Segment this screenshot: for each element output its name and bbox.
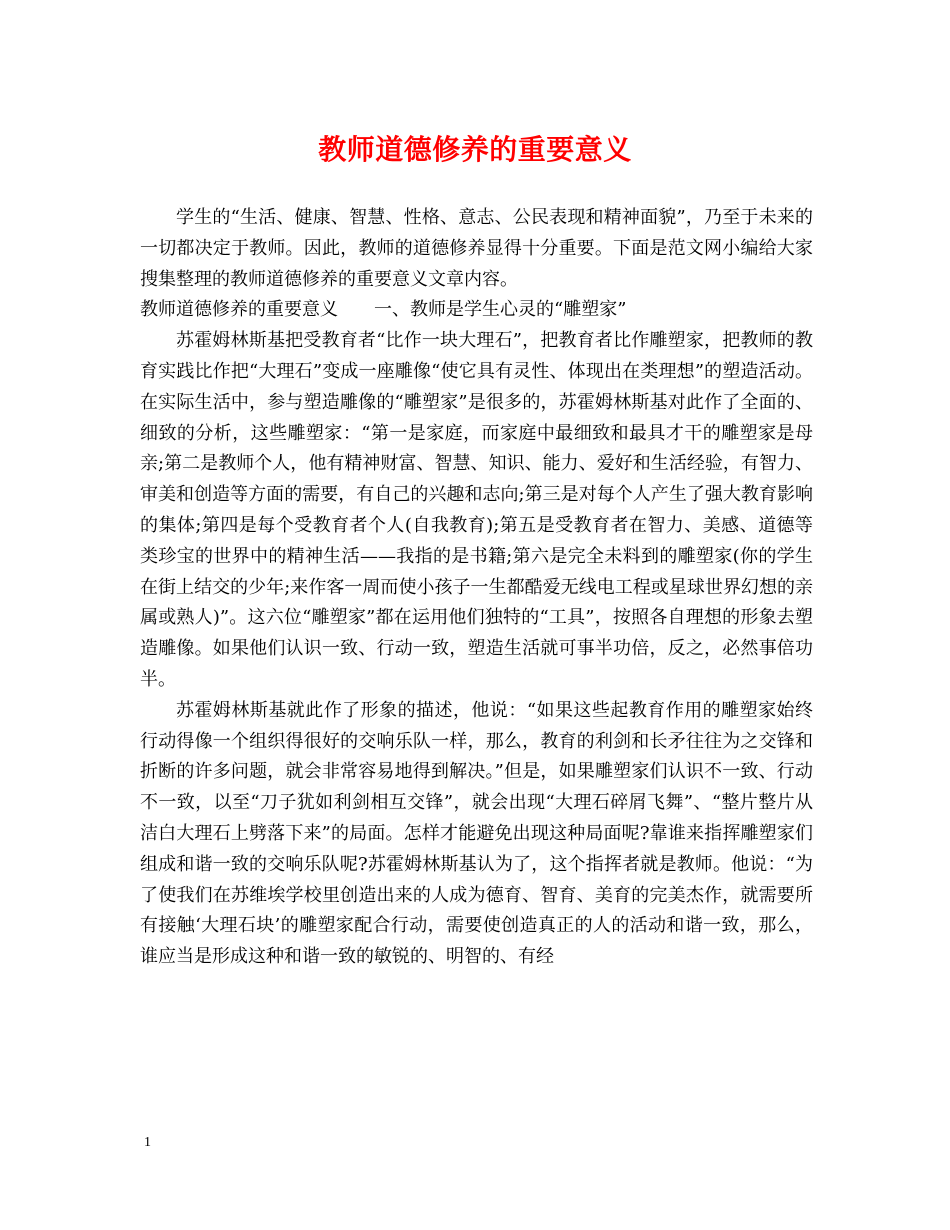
page-number: 1 (144, 1135, 151, 1150)
section-heading-right: 一、教师是学生心灵的“雕塑家” (374, 299, 627, 321)
body-paragraph-1: 苏霍姆林斯基把受教育者“比作一块大理石”，把教育者比作雕塑家，把教师的教育实践比作把“大理石”变成一座雕像“使它具有灵性、体现出在类理想”的塑造活动。在实际生活中，参与塑造雕像的“雕塑家”是很多的，苏霍姆林斯基对此作了全面的、细致的分析，这些雕塑家：“第一是家庭，而家庭中最细致和最具才干的雕塑家是母亲;第二是教师个人，他有精神财富、智慧、知识、能力、爱好和生活经验，有智力、审美和创造等方面的需要，有自己的兴趣和志向;第三是对每个人产生了强大教育影响的集体;第四是每个受教育者个人(自我教育);第五是受教育者在智力、美感、道德等类珍宝的世界中的精神生活——我指的是书籍;第六是完全未料到的雕塑家(你的学生在街上结交的少年;来作客一周而使小孩子一生都酷爱无线电工程或星球世界幻想的亲属或熟人)”。这六位“雕塑家”都在运用他们独特的“工具”，按照各自理想的形象去塑造雕像。如果他们认识一致、行动一致，塑造生活就可事半功倍，反之，必然事倍功半。 (140, 330, 813, 690)
document-title: 教师道德修养的重要意义 (318, 133, 632, 166)
section-heading-left: 教师道德修养的重要意义 (140, 299, 338, 321)
section-heading-line (140, 295, 813, 326)
body-paragraph-2: 苏霍姆林斯基就此作了形象的描述，他说：“如果这些起教育作用的雕塑家始终行动得像一个组织得很好的交响乐队一样，那么，教育的利剑和长矛往往为之交锋和折断的许多问题，就会非常容易地得到解决。”但是，如果雕塑家们认识不一致、行动不一致，以至“刀子犹如利剑相互交锋”，就会出现“大理石碎屑飞舞”、“整片整片从洁白大理石上劈落下来”的局面。怎样才能避免出现这种局面呢?靠谁来指挥雕塑家们组成和谐一致的交响乐队呢?苏霍姆林斯基认为了，这个指挥者就是教师。他说：“为了使我们在苏维埃学校里创造出来的人成为德育、智育、美育的完美杰作，就需要所有接触‘大理石块’的雕塑家配合行动，需要使创造真正的人的活动和谐一致，那么，谁应当是形成这种和谐一致的敏锐的、明智的、有经 (140, 699, 813, 968)
document-body (140, 203, 813, 973)
intro-paragraph: 学生的“生活、健康、智慧、性格、意志、公民表现和精神面貌”，乃至于未来的一切都决定于教师。因此，教师的道德修养显得十分重要。下面是范文网小编给大家搜集整理的教师道德修养的重要意义文章内容。 (140, 207, 813, 290)
